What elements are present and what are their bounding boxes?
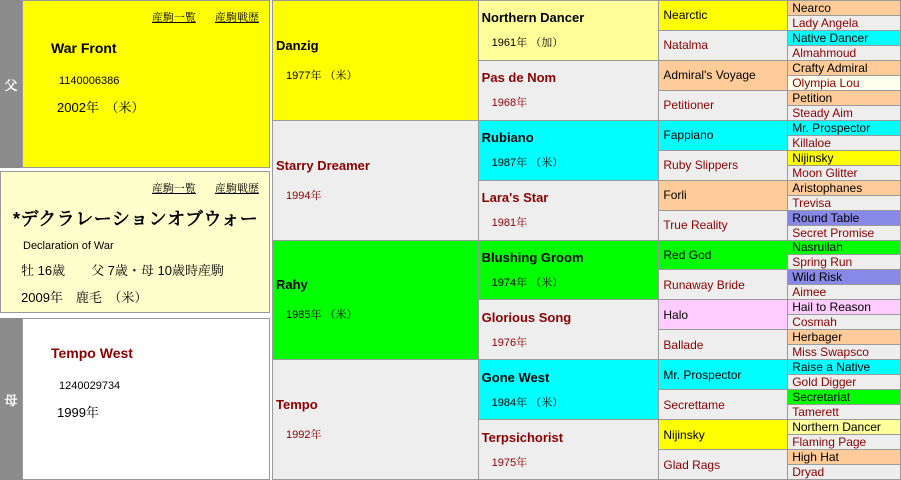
- pedigree-cell-northern-dancer[interactable]: [788, 420, 901, 435]
- horse-name-link[interactable]: Danzig: [276, 37, 319, 53]
- horse-name-link[interactable]: Halo: [663, 307, 689, 322]
- horse-year: 1994年: [286, 189, 322, 202]
- horse-name-link[interactable]: Flaming Page: [792, 435, 867, 450]
- horse-name-link[interactable]: Fappiano: [663, 128, 714, 143]
- horse-name-link[interactable]: Nijinsky: [663, 427, 705, 442]
- horse-name-link[interactable]: High Hat: [792, 450, 839, 465]
- horse-name-link[interactable]: Red God: [663, 247, 712, 262]
- pedigree-cell-aimee[interactable]: [788, 285, 901, 300]
- pedigree-cell-gold-digger[interactable]: [788, 375, 901, 390]
- pedigree-cell-raise-a-native[interactable]: [788, 360, 901, 375]
- horse-name-link[interactable]: Hail to Reason: [792, 300, 871, 315]
- horse-name-link[interactable]: Round Table: [792, 210, 860, 225]
- pedigree-cell-miss-swapsco[interactable]: [788, 345, 901, 360]
- horse-name-link[interactable]: Northern Dancer: [481, 10, 585, 26]
- gen5-column: [788, 1, 901, 480]
- horse-year: 1981年: [491, 217, 528, 230]
- pedigree-cell-forli[interactable]: [659, 181, 788, 211]
- pedigree-cell-secret-promise[interactable]: [788, 226, 901, 241]
- pedigree-cell-mr-prospector[interactable]: [659, 360, 788, 390]
- horse-name-link[interactable]: Ruby Slippers: [663, 158, 739, 173]
- sire-label-bar: [0, 0, 22, 168]
- horse-name-link[interactable]: Tamerett: [792, 405, 839, 420]
- pedigree-cell-northern-dancer[interactable]: [479, 1, 660, 61]
- pedigree-cell-terpsichorist[interactable]: [479, 420, 660, 480]
- dam-label-bar: [0, 318, 22, 480]
- horse-year: 1984年 （米）: [491, 396, 564, 409]
- subject-links-row: [1, 172, 269, 196]
- subject-name-en: Declaration of War: [23, 240, 114, 252]
- gen2-column: [273, 1, 479, 480]
- pedigree-table: [272, 0, 901, 480]
- sire-label: 父: [4, 77, 18, 93]
- horse-name-link[interactable]: Pas de Nom: [481, 70, 557, 86]
- pedigree-cell-halo[interactable]: [659, 300, 788, 330]
- pedigree-cell-crafty-admiral[interactable]: [788, 61, 901, 76]
- horse-name-link[interactable]: Blushing Groom: [481, 249, 584, 265]
- horse-name-link[interactable]: Nijinsky: [792, 150, 834, 165]
- horse-name-link[interactable]: Nearco: [792, 1, 831, 15]
- pedigree-cell-fappiano[interactable]: [659, 121, 788, 151]
- pedigree-cell-pas-de-nom[interactable]: [479, 61, 660, 121]
- pedigree-cell-native-dancer[interactable]: [788, 31, 901, 46]
- pedigree-cell-trevisa[interactable]: [788, 196, 901, 211]
- horse-name-link[interactable]: Moon Glitter: [792, 165, 858, 180]
- pedigree-cell-danzig[interactable]: [273, 1, 479, 121]
- horse-name-link[interactable]: Almahmoud: [792, 45, 857, 60]
- sire-links-row: [23, 1, 269, 25]
- offspring-list-link[interactable]: 産駒一覧: [151, 12, 196, 24]
- horse-name-link[interactable]: Wild Risk: [792, 270, 843, 285]
- horse-year: 1985年 （米）: [286, 309, 358, 322]
- dam-id: 1240029734: [59, 380, 121, 392]
- pedigree-cell-nijinsky[interactable]: [788, 151, 901, 166]
- offspring-record-link[interactable]: 産駒戦歴: [215, 12, 259, 24]
- pedigree-cell-mr-prospector[interactable]: [788, 121, 901, 136]
- horse-name-link[interactable]: Northern Dancer: [792, 420, 881, 435]
- horse-name-link[interactable]: Miss Swapsco: [792, 345, 869, 360]
- horse-name-link[interactable]: Aimee: [792, 285, 827, 300]
- horse-name-link[interactable]: Aristophanes: [792, 180, 863, 195]
- pedigree-cell-ruby-slippers[interactable]: [659, 151, 788, 181]
- horse-year: 1977年 （米）: [286, 69, 358, 82]
- pedigree-cell-nasrullah[interactable]: [788, 241, 901, 256]
- pedigree-cell-aristophanes[interactable]: [788, 181, 901, 196]
- pedigree-cell-killaloe[interactable]: [788, 136, 901, 151]
- dam-name[interactable]: Tempo West: [51, 345, 133, 361]
- horse-name-link[interactable]: Killaloe: [792, 135, 831, 150]
- pedigree-cell-gone-west[interactable]: [479, 360, 660, 420]
- pedigree-cell-red-god[interactable]: [659, 241, 788, 271]
- horse-name-link[interactable]: Natalma: [663, 38, 709, 53]
- horse-name-link[interactable]: Runaway Bride: [663, 277, 745, 292]
- pedigree-cell-secrettame[interactable]: [659, 390, 788, 420]
- pedigree-cell-spring-run[interactable]: [788, 255, 901, 270]
- pedigree-cell-rubiano[interactable]: [479, 121, 660, 181]
- horse-name-link[interactable]: Mr. Prospector: [663, 367, 742, 382]
- horse-name-link[interactable]: Native Dancer: [792, 30, 869, 45]
- horse-name-link[interactable]: Steady Aim: [792, 105, 853, 120]
- pedigree-cell-cosmah[interactable]: [788, 315, 901, 330]
- horse-name-link[interactable]: Lady Angela: [792, 15, 859, 30]
- sire-year: 2002年 （米）: [57, 100, 145, 115]
- pedigree-cell-tempo[interactable]: [273, 360, 479, 480]
- pedigree-cell-nearco[interactable]: [788, 1, 901, 16]
- pedigree-cell-true-reality[interactable]: [659, 211, 788, 241]
- pedigree-cell-dryad[interactable]: [788, 465, 901, 480]
- offspring-record-link[interactable]: 産駒戦歴: [215, 183, 259, 195]
- horse-name-link[interactable]: Trevisa: [792, 195, 832, 210]
- pedigree-cell-petitioner[interactable]: [659, 91, 788, 121]
- pedigree-cell-tamerett[interactable]: [788, 405, 901, 420]
- horse-name-link[interactable]: Raise a Native: [792, 360, 871, 375]
- pedigree-cell-lara-s-star[interactable]: [479, 181, 660, 241]
- pedigree-cell-starry-dreamer[interactable]: [273, 121, 479, 241]
- horse-name-link[interactable]: Glorious Song: [481, 309, 572, 325]
- horse-name-link[interactable]: Herbager: [792, 330, 843, 345]
- horse-name-link[interactable]: Gold Digger: [792, 375, 857, 390]
- horse-name-link[interactable]: Mr. Prospector: [792, 120, 871, 135]
- horse-year: 1975年: [491, 456, 528, 469]
- pedigree-cell-moon-glitter[interactable]: [788, 166, 901, 181]
- dam-year: 1999年: [57, 405, 99, 420]
- pedigree-cell-herbager[interactable]: [788, 330, 901, 345]
- horse-name-link[interactable]: Terpsichorist: [481, 429, 564, 445]
- pedigree-cell-almahmoud[interactable]: [788, 46, 901, 61]
- horse-name-link[interactable]: Admiral's Voyage: [663, 68, 756, 83]
- horse-name-link[interactable]: Forli: [663, 188, 687, 203]
- horse-name-link[interactable]: Cosmah: [792, 315, 837, 330]
- horse-year: 1976年: [491, 336, 528, 349]
- pedigree-cell-blushing-groom[interactable]: [479, 241, 660, 301]
- sire-name[interactable]: War Front: [51, 40, 117, 56]
- pedigree-cell-wild-risk[interactable]: [788, 270, 901, 285]
- horse-name-link[interactable]: Petition: [792, 90, 833, 105]
- horse-name-link[interactable]: Gone West: [481, 369, 550, 385]
- horse-name-link[interactable]: Petitioner: [663, 98, 715, 113]
- horse-name-link[interactable]: Dryad: [792, 465, 825, 480]
- pedigree-cell-rahy[interactable]: [273, 241, 479, 361]
- pedigree-cell-runaway-bride[interactable]: [659, 270, 788, 300]
- horse-name-link[interactable]: Ballade: [663, 337, 704, 352]
- horse-year: 1987年 （米）: [491, 157, 564, 170]
- subject-birth: 2009年 鹿毛 （米）: [21, 290, 148, 305]
- horse-year: 1992年: [286, 429, 322, 442]
- horse-name-link[interactable]: Rahy: [276, 277, 308, 293]
- pedigree-cell-hail-to-reason[interactable]: [788, 300, 901, 315]
- horse-name-link[interactable]: Secretariat: [792, 390, 851, 405]
- subject-name-ja: *デクラレーションオブウォー: [13, 209, 259, 229]
- horse-name-link[interactable]: Secret Promise: [792, 225, 875, 240]
- pedigree-cell-ballade[interactable]: [659, 330, 788, 360]
- pedigree-cell-glorious-song[interactable]: [479, 300, 660, 360]
- pedigree-cell-flaming-page[interactable]: [788, 435, 901, 450]
- horse-name-link[interactable]: Tempo: [276, 397, 318, 413]
- horse-name-link[interactable]: Starry Dreamer: [276, 157, 370, 173]
- horse-year: 1961年 （加）: [491, 37, 564, 50]
- horse-year: 1974年 （米）: [491, 276, 564, 289]
- horse-name-link[interactable]: True Reality: [663, 218, 728, 233]
- pedigree-cell-steady-aim[interactable]: [788, 106, 901, 121]
- pedigree-cell-nearctic[interactable]: [659, 1, 788, 31]
- gen4-column: [659, 1, 788, 480]
- pedigree-cell-high-hat[interactable]: [788, 450, 901, 465]
- horse-name-link[interactable]: Rubiano: [481, 130, 534, 146]
- horse-name-link[interactable]: Crafty Admiral: [792, 60, 868, 75]
- pedigree-cell-natalma[interactable]: [659, 31, 788, 61]
- pedigree-cell-nijinsky[interactable]: [659, 420, 788, 450]
- horse-name-link[interactable]: Nearctic: [663, 8, 708, 23]
- horse-name-link[interactable]: Nasrullah: [792, 240, 843, 255]
- subject-info-box: [0, 171, 270, 313]
- horse-name-link[interactable]: Olympia Lou: [792, 75, 860, 90]
- pedigree-cell-secretariat[interactable]: [788, 390, 901, 405]
- pedigree-cell-round-table[interactable]: [788, 211, 901, 226]
- pedigree-cell-glad-rags[interactable]: [659, 450, 788, 480]
- gen3-column: [479, 1, 660, 480]
- pedigree-cell-admiral-s-voyage[interactable]: [659, 61, 788, 91]
- pedigree-cell-lady-angela[interactable]: [788, 16, 901, 31]
- sire-info-box: [22, 0, 270, 168]
- dam-label: 母: [4, 392, 18, 408]
- subject-detail: 牡 16歳 父 7歳・母 10歳時産駒: [21, 263, 224, 278]
- pedigree-cell-olympia-lou[interactable]: [788, 76, 901, 91]
- horse-name-link[interactable]: Secrettame: [663, 397, 725, 412]
- horse-year: 1968年: [491, 97, 528, 110]
- pedigree-cell-petition[interactable]: [788, 91, 901, 106]
- sire-id: 1140006386: [59, 75, 120, 87]
- horse-name-link[interactable]: Lara's Star: [481, 190, 549, 206]
- horse-name-link[interactable]: Glad Rags: [663, 457, 721, 472]
- dam-info-box: [22, 318, 270, 480]
- horse-name-link[interactable]: Spring Run: [792, 255, 853, 270]
- offspring-list-link[interactable]: 産駒一覧: [151, 183, 196, 195]
